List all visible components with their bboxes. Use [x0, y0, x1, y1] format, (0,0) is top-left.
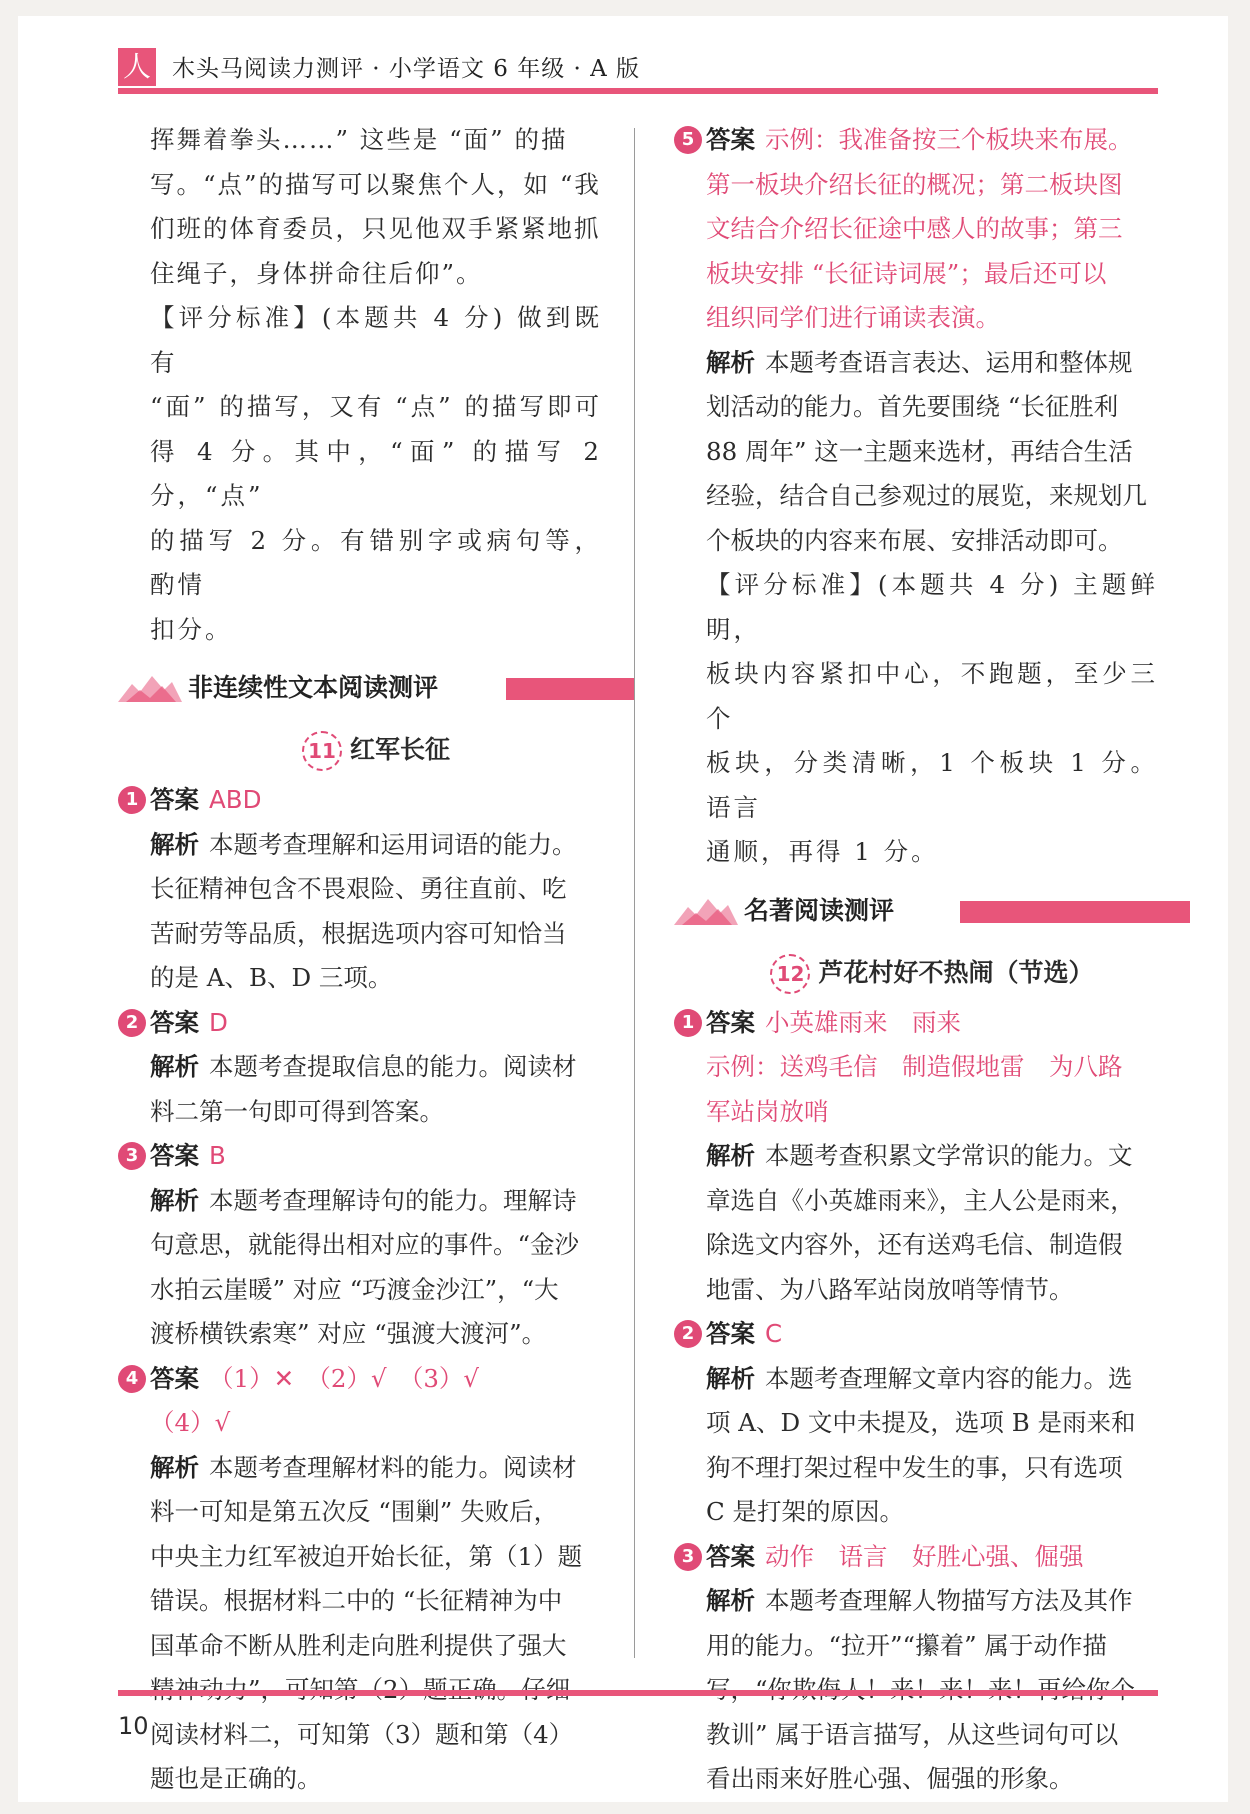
article-number: 12	[770, 954, 810, 994]
answer-value: 动作 语言 好胜心强、倔强	[765, 1541, 1084, 1571]
question-number: 2	[118, 1009, 146, 1037]
answer-text: 小英雄雨来 雨来	[765, 1007, 961, 1037]
logo-icon: 人	[118, 48, 156, 86]
text-line: 们班的体育委员，只见他双手紧紧地抓	[150, 214, 601, 243]
analysis-line	[706, 341, 1158, 386]
analysis-label: 解析	[150, 1052, 199, 1081]
analysis-text: 本题考查理解诗句的能力。理解诗	[209, 1185, 577, 1215]
criteria-line: 板块内容紧扣中心，不跑题，至少三个	[706, 659, 1158, 733]
analysis-line: 章选自《小英雄雨来》，主人公是雨来，	[706, 1185, 1135, 1215]
analysis-line: 用的能力。“拉开”“攥着” 属于动作描	[706, 1630, 1107, 1660]
column-divider	[634, 128, 635, 1658]
criteria-line: 得 4 分。其中，“面” 的描写 2 分，“点”	[150, 436, 602, 510]
answer-line-continued: （4）√	[150, 1408, 231, 1437]
analysis-line: 料二第一句即可得到答案。	[150, 1096, 444, 1126]
mountain-icon	[118, 672, 182, 702]
analysis-text: 本题考查理解材料的能力。阅读材	[209, 1452, 577, 1482]
question-number: 3	[674, 1543, 702, 1571]
answer-line-continued: 军站岗放哨	[706, 1096, 829, 1126]
question-number: 1	[674, 1009, 702, 1037]
section-heading	[674, 885, 1158, 941]
analysis-line	[706, 1579, 1158, 1624]
answer-value: B	[209, 1141, 226, 1170]
analysis-line: 错误。根据材料二中的 “长征精神为中	[150, 1586, 563, 1615]
analysis-label: 解析	[150, 829, 199, 859]
analysis-line: 划活动的能力。首先要围绕 “长征胜利	[706, 392, 1119, 421]
text-line: 住绳子，身体拼命往后仰”。	[150, 258, 483, 288]
answer-value: （1）✕ （2）√ （3）√	[209, 1363, 480, 1393]
text-line: 挥舞着拳头……” 这些是 “面” 的描	[150, 125, 568, 154]
analysis-line	[706, 1357, 1158, 1402]
answer-label: 答案	[706, 1007, 755, 1037]
analysis-text: 本题考查理解文章内容的能力。选	[765, 1363, 1133, 1393]
criteria-line: 的描写 2 分。有错别字或病句等，酌情	[150, 525, 602, 599]
answer-line	[125, 1134, 602, 1179]
page-number: 10	[118, 1712, 149, 1740]
answer-line	[681, 1312, 1158, 1357]
section-title: 名著阅读测评	[744, 895, 895, 925]
analysis-line: 教训” 属于语言描写，从这些词句可以	[706, 1719, 1119, 1749]
text-line: 写。“点”的描写可以聚焦个人，如 “我	[150, 169, 601, 199]
analysis-line: 中央主力红军被迫开始长征，第（1）题	[150, 1541, 583, 1571]
answer-line	[125, 1001, 602, 1046]
analysis-label: 解析	[706, 1363, 755, 1393]
answer-line-continued: 示例：送鸡毛信 制造假地雷 为八路	[706, 1052, 1123, 1081]
question-number: 1	[118, 786, 146, 814]
article-title: 芦花村好不热闹（节选）	[818, 957, 1094, 987]
analysis-line: 阅读材料二，可知第（3）题和第（4）	[150, 1719, 574, 1749]
analysis-line: 经验，结合自己参观过的展览，来规划几	[706, 481, 1147, 510]
criteria-line: 【评分标准】(本题共 4 分) 做到既有	[150, 303, 602, 377]
analysis-line: 水拍云崖暖” 对应 “巧渡金沙江”，“大	[150, 1274, 559, 1304]
analysis-line	[150, 1179, 602, 1224]
article-number: 11	[302, 731, 342, 771]
analysis-text: 本题考查理解和运用词语的能力。	[209, 829, 577, 859]
criteria-line: 【评分标准】(本题共 4 分) 主题鲜明，	[706, 570, 1158, 644]
answer-label: 答案	[150, 1007, 199, 1037]
section-title: 非连续性文本阅读测评	[188, 673, 439, 702]
analysis-text: 本题考查积累文学常识的能力。文	[765, 1141, 1133, 1170]
analysis-label: 解析	[150, 1185, 199, 1215]
analysis-line	[150, 1045, 602, 1090]
analysis-line: 料一可知是第五次反 “围剿” 失败后，	[150, 1497, 559, 1526]
section-heading	[118, 662, 602, 718]
answer-line-continued: 第一板块介绍长征的概况；第二板块图	[706, 169, 1123, 199]
answer-line-continued: 板块安排 “长征诗词展”；最后还可以	[706, 258, 1107, 288]
analysis-text: 本题考查理解人物描写方法及其作	[765, 1586, 1133, 1615]
header-rule	[118, 88, 1158, 94]
answer-label: 答案	[150, 785, 199, 814]
question-number: 5	[674, 126, 702, 154]
article-heading	[150, 722, 602, 778]
footer-rule	[118, 1690, 1158, 1696]
answer-line	[681, 1535, 1158, 1580]
analysis-line: 看出雨来好胜心强、倔强的形象。	[706, 1764, 1074, 1793]
analysis-line: 渡桥横铁索寒” 对应 “强渡大渡河”。	[150, 1319, 547, 1348]
analysis-line: 除选文内容外，还有送鸡毛信、制造假	[706, 1230, 1123, 1259]
section-bar	[506, 678, 634, 700]
analysis-line: 狗不理打架过程中发生的事，只有选项	[706, 1452, 1123, 1482]
analysis-line: 题也是正确的。	[150, 1764, 322, 1793]
answer-line	[681, 1001, 1158, 1046]
answer-value: C	[765, 1319, 783, 1348]
analysis-line	[150, 823, 602, 868]
analysis-line: 国革命不断从胜利走向胜利提供了强大	[150, 1630, 567, 1660]
answer-line	[125, 778, 602, 823]
section-bar	[960, 901, 1190, 923]
answer-line	[681, 118, 1158, 163]
criteria-line: 板块，分类清晰，1 个板块 1 分。语言	[706, 748, 1158, 822]
right-column	[681, 118, 1158, 1802]
answer-line-continued: 组织同学们进行诵读表演。	[706, 303, 1000, 332]
mountain-icon	[674, 895, 738, 925]
analysis-line	[706, 1134, 1158, 1179]
book-title: 木头马阅读力测评 · 小学语文 6 年级 · A 版	[172, 56, 641, 82]
criteria-line: “面” 的描写，又有 “点” 的描写即可	[150, 392, 602, 421]
analysis-line: 项 A、D 文中未提及，选项 B 是雨来和	[706, 1408, 1136, 1437]
analysis-line: 地雷、为八路军站岗放哨等情节。	[706, 1274, 1074, 1304]
article-heading	[706, 945, 1158, 1001]
analysis-line: 长征精神包含不畏艰险、勇往直前、吃	[150, 874, 567, 903]
analysis-text: 本题考查语言表达、运用和整体规	[765, 347, 1133, 377]
answer-value: D	[209, 1007, 228, 1037]
answer-line	[125, 1357, 602, 1402]
answer-label: 答案	[706, 1319, 755, 1348]
answer-text: 示例：我准备按三个板块来布展。	[765, 125, 1133, 154]
analysis-label: 解析	[706, 1586, 755, 1615]
analysis-line: 88 周年” 这一主题来选材，再结合生活	[706, 436, 1133, 466]
analysis-label: 解析	[706, 347, 755, 377]
analysis-line: 的是 A、B、D 三项。	[150, 963, 393, 992]
question-number: 4	[118, 1365, 146, 1393]
analysis-line: 个板块的内容来布展、安排活动即可。	[706, 525, 1123, 555]
analysis-label: 解析	[150, 1452, 199, 1482]
answer-label: 答案	[150, 1363, 199, 1393]
analysis-label: 解析	[706, 1141, 755, 1170]
answer-value: ABD	[209, 785, 262, 814]
criteria-line: 通顺，再得 1 分。	[706, 837, 939, 866]
answer-label: 答案	[706, 125, 755, 154]
analysis-text: 本题考查提取信息的能力。阅读材	[209, 1052, 577, 1081]
analysis-line: 苦耐劳等品质，根据选项内容可知恰当	[150, 918, 567, 948]
answer-label: 答案	[706, 1541, 755, 1571]
question-number: 2	[674, 1320, 702, 1348]
analysis-line: C 是打架的原因。	[706, 1497, 905, 1526]
analysis-line	[150, 1446, 602, 1491]
analysis-line: 句意思，就能得出相对应的事件。“金沙	[150, 1230, 580, 1259]
question-number: 3	[118, 1142, 146, 1170]
article-title: 红军长征	[349, 735, 450, 764]
answer-line-continued: 文结合介绍长征途中感人的故事；第三	[706, 214, 1123, 243]
answer-label: 答案	[150, 1141, 199, 1170]
criteria-line: 扣分。	[150, 614, 233, 644]
